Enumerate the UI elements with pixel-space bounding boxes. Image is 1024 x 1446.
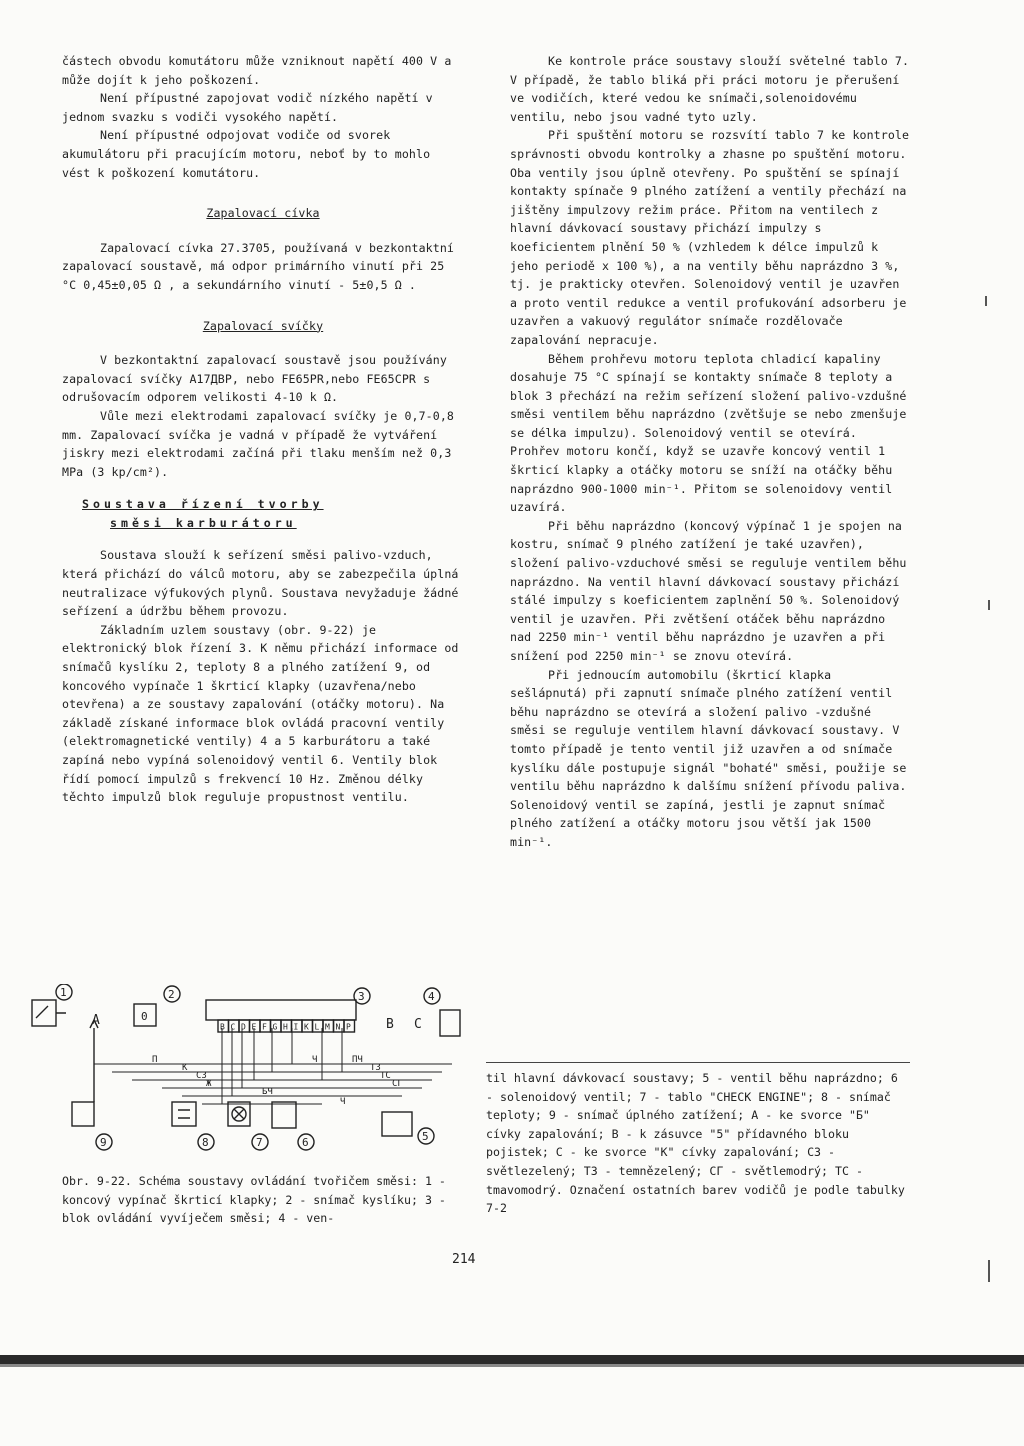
figure-caption: Obr. 9-22. Schéma soustavy ovládání tvořičem směsi: 1 - koncový vypínač škrticí klapky; 2 - snímač kyslíku; 3 - blok ovládání vyvíječem směsi; 4 - ven-	[62, 1174, 446, 1226]
label-B: B	[386, 1017, 394, 1032]
connector-pin-label: E	[251, 1022, 257, 1032]
paragraph: Není přípustné odpojovat vodiče od svorek akumulátoru při pracujícím motoru, neboť by to mohlo vést k poškození komutátoru.	[62, 128, 431, 180]
paragraph: Během prohřevu motoru teplota chladicí kapaliny dosahuje 75 °C spínají se kontakty snímače 8 teploty a blok 3 přechází na režim seřízení složení palivo-vzdušné směsi ventilem běhu naprázdno (zvětšuje se nebo zmenšuje se délka impulzu). Solenoidový ventil se otevírá. Prohřev motoru končí, když se uzavře koncový ventil 1 škrticí klapky a otáčky motoru se sníží na otáčky běhu naprázdno 900-1000 min⁻¹. Přitom se solenoidovy ventil uzavírá.	[510, 351, 907, 515]
wire-label: П	[152, 1055, 158, 1065]
temperature-sensor-symbol	[172, 1102, 196, 1126]
paragraph: Soustava slouží k seřízení směsi palivo-vzduch, která přichází do válců motoru, aby se zabezpečila úplná neutralizace výfukových plynů. Soustava nevyžaduje žádné seřízení a údržbu během provozu.	[62, 548, 459, 619]
label-5: 5	[422, 1130, 429, 1143]
wire-label: Ч	[312, 1055, 318, 1065]
paragraph: Není přípustné zapojovat vodič nízkého napětí v jednom svazku s vodiči vysokého napětí.	[62, 91, 433, 124]
wiring-diagram	[22, 984, 482, 1154]
label-C: C	[414, 1017, 422, 1032]
wire-label: К	[182, 1063, 188, 1073]
wire-label: СГ	[392, 1079, 403, 1089]
svg-text:0: 0	[141, 1010, 148, 1023]
margin-mark	[988, 1260, 990, 1282]
left-column	[62, 52, 464, 807]
connector-pin-label: P	[346, 1022, 351, 1032]
scan-edge-bar	[0, 1355, 1024, 1364]
connector-pin-label: F	[262, 1022, 267, 1032]
paragraph: Při spuštění motoru se rozsvítí tablo 7 ke kontrole správnosti obvodu kontrolky a zhasne po spuštění motoru. Oba ventily jsou úplně otevřeny. Po spuštění se spínají kontakty spínače 9 plného zatížení a ventily přechází na jištěny impulzovy režim práce. Přitom na ventilech z hlavní dávkovací soustavy přichází impulzy s koeficientem plnění 50 % (vzhledem k délce impulzů k jeho periodě x 100 %), a na ventily běhu naprázdno 3 %, tj. je prakticky otevřen. Solenoidový ventil je uzavřen a proto ventil redukce a ventil profukování adsorberu je uzavřen a vakuový regulátor snímače rozdělovače zapalování nepracuje.	[510, 128, 910, 347]
paragraph: Vůle mezi elektrodami zapalovací svíčky je 0,7-0,8 mm. Zapalovací svíčka je vadná v případě že vytváření jiskry mezi elektrodami začíná při tlaku menším než 0,3 MPa (3 kp/cm²).	[62, 408, 455, 479]
connector-pin-label: L	[314, 1022, 320, 1032]
connector-pin-label: D	[241, 1022, 246, 1032]
label-1: 1	[60, 986, 67, 999]
main-valve-symbol	[440, 1010, 460, 1036]
connector-pin-label: M	[325, 1022, 330, 1032]
label-2: 2	[168, 988, 175, 1001]
section-heading-coil: Zapalovací cívka	[206, 206, 320, 221]
label-4: 4	[428, 990, 435, 1003]
label-8: 8	[202, 1136, 209, 1149]
page-number: 214	[452, 1252, 476, 1267]
margin-mark	[988, 600, 990, 610]
paragraph: částech obvodu komutátoru může vzniknout napětí 400 V a může dojít k jeho poškození.	[62, 54, 452, 87]
label-6: 6	[302, 1136, 309, 1149]
connector-pin-label: C	[230, 1022, 236, 1032]
figure-caption-continued: til hlavní dávkovací soustavy; 5 - ventil běhu naprázdno; 6 - solenoidový ventil; 7 - tablo "CHECK ENGINE"; 8 - snímač teploty; 9 - snímač úplného zatížení; A - ke svorce "Б" cívky zapalování; B - k zásuvce "5" přídavného bloku pojistek; C - ke svorce "K" cívky zapalování; C3 - světlezelený; T3 - temnězelený; СГ - světlemodrý; TC - tmavomodrý. Označení ostatních barev vodičů je podle tabulky 7-2	[486, 1062, 910, 1218]
heading-line: směsi karburátoru	[110, 515, 297, 530]
paragraph: V bezkontaktní zapalovací soustavě jsou používány zapalovací svíčky A17ДВР, nebo FE65PR,nebo FE65CPR s odrušovacím odporem velikosti 4-10 k Ω.	[62, 353, 447, 405]
wire-label: ТЗ	[370, 1063, 381, 1073]
label-9: 9	[100, 1136, 107, 1149]
wire-label: Ч	[340, 1097, 346, 1107]
connector-pin-label: I	[293, 1022, 299, 1032]
paragraph: Ke kontrole práce soustavy slouží světelné tablo 7. V případě, že tablo bliká při práci motoru je přerušení ve vodičích, které vedou ke snímači,solenoidovému ventilu, nebo jsou vadné tyto uzly.	[510, 54, 910, 124]
connector-pins	[218, 1020, 355, 1032]
wire-label: Ж	[206, 1079, 212, 1089]
wire-label: БЧ	[262, 1087, 273, 1097]
right-column	[510, 52, 910, 852]
idle-valve-symbol	[382, 1112, 412, 1136]
connector-pin-label: G	[272, 1022, 278, 1032]
paragraph: Při jednoucím automobilu (škrticí klapka sešlápnutá) při zapnutí snímače plného zatížení ventil běhu naprázdno se otevírá a složení palivo -vzdušné směsi se reguluje ventilem hlavní dávkovací soustavy. V tomto případě je tento ventil již uzavřen a od snímače kyslíku dále postupuje signál "bohaté" směsi, použije se ventilu běhu naprázdno k dalšímu snížení přívodu paliva. Solenoidový ventil se zapíná, jestli je zapnut snímač plného zatížení a otáčky motoru jsou větší jak 1500 min⁻¹.	[510, 667, 907, 849]
paragraph: Při běhu naprázdno (koncový výpínač 1 je spojen na kostru, snímač 9 plného zatížení je také uzavřen), složení palivo-vzduchové směsi se reguluje ventilem běhu naprázdno. Na ventil hlavní dávkovací soustavy přichází stálé impulzy s koeficientem zaplnění 50 %. Solenoidový ventil je uzavřen. Při zvětšení otáček běhu naprázdno nad 2250 min⁻¹ ventil běhu naprázdno je uzavřen a při snížení pod 2250 min⁻¹ se znovu otevírá.	[510, 518, 907, 663]
paragraph: Zapalovací cívka 27.3705, používaná v bezkontaktní zapalovací soustavě, má odpor primárního vinutí při 25 °C 0,45±0,05 Ω , a sekundárního vinutí - 5±0,5 Ω .	[62, 240, 455, 292]
heading-line: Soustava řízení tvorby	[82, 497, 324, 512]
connector-pin-label: B	[220, 1022, 225, 1032]
section-heading-plugs: Zapalovací svíčky	[202, 318, 324, 333]
full-load-switch-symbol	[72, 1102, 94, 1126]
label-3: 3	[358, 990, 365, 1003]
margin-mark	[985, 296, 987, 306]
connector-pin-label: K	[304, 1022, 309, 1032]
label-A: A	[92, 1013, 100, 1028]
connector-pin-label: N	[335, 1022, 341, 1032]
throttle-switch-symbol	[32, 1000, 56, 1026]
wire-label: ТС	[380, 1071, 391, 1081]
control-block	[206, 1000, 356, 1020]
wire-label: СЗ	[196, 1071, 207, 1081]
scan-edge-line	[0, 1364, 1024, 1367]
section-heading-system	[62, 495, 464, 532]
paragraph: Základním uzlem soustavy (obr. 9-22) je elektronický blok řízení 3. K němu přichází informace od snímačů kyslíku 2, teploty 8 a plného zatížení 9, od koncového vypínače 1 škrticí klapky (uzavřena/nebo otevřena) a ze soustavy zapalování (otáčky motoru). Na základě získané informace blok ovládá pracovní ventily (elektromagnetické ventily) 4 a 5 karburátoru a také zapíná nebo vypíná solenoidový ventil 6. Ventily blok řídí pomocí impulzů s frekvencí 10 Hz. Změnou délky těchto impulzů blok reguluje propustnost ventilu.	[62, 622, 459, 805]
solenoid-valve-symbol	[272, 1102, 296, 1128]
wire-label: ПЧ	[352, 1055, 363, 1065]
label-7: 7	[256, 1136, 263, 1149]
connector-pin-label: H	[283, 1022, 288, 1032]
